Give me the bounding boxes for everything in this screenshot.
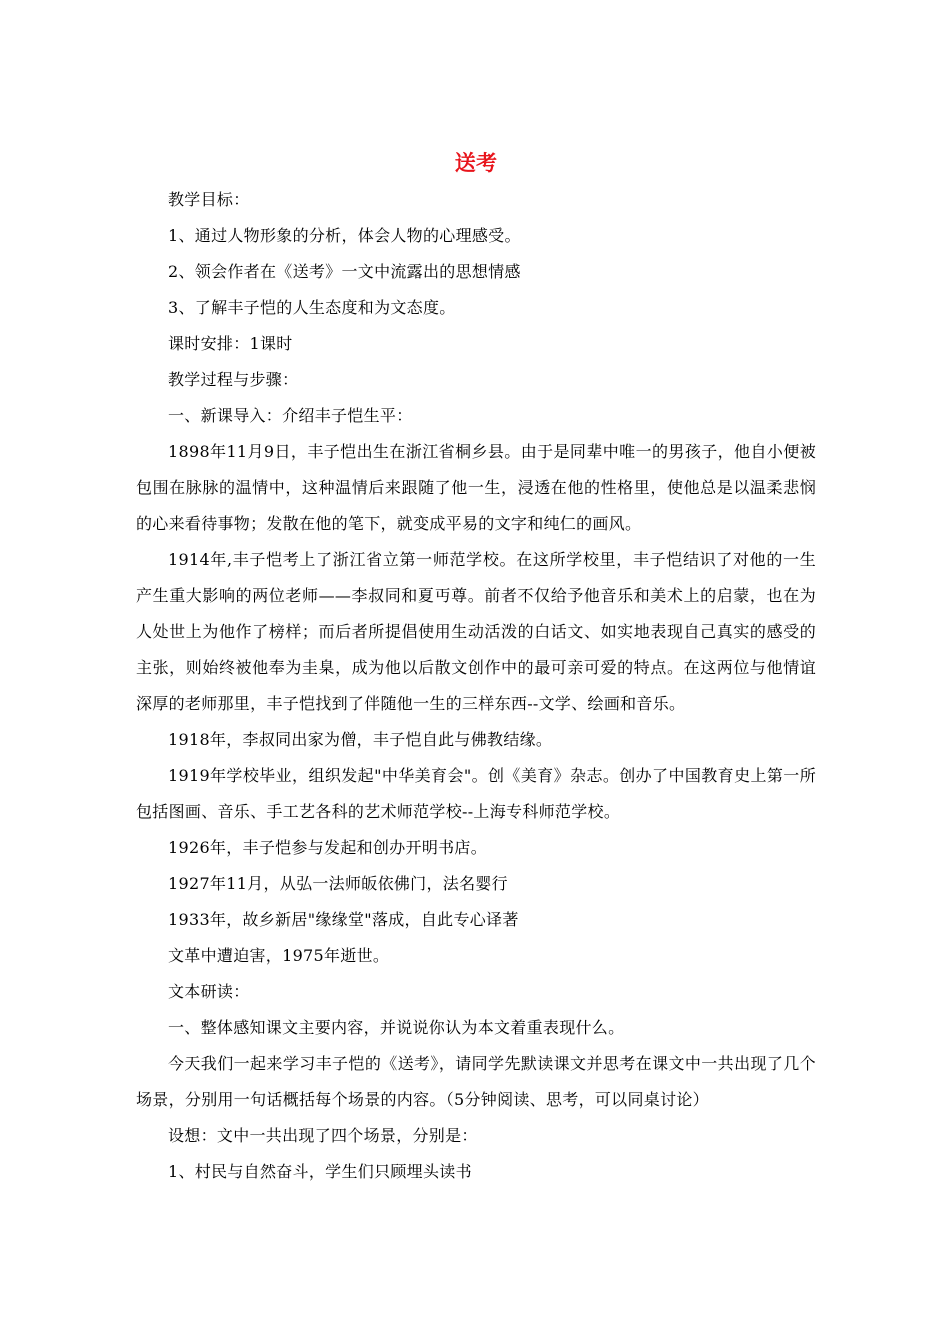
biography-paragraph-1898: 1898年11月9日，丰子恺出生在浙江省桐乡县。由于是同辈中唯一的男孩子，他自小便被包围在脉脉的温情中，这种温情后来跟随了他一生，浸透在他的性格里，使他总是以温柔悲悯的心来看待事物；发散在他的笔下，就变成平易的文字和纯仁的画风。	[136, 442, 816, 533]
document-title: 送考	[454, 151, 498, 175]
document-body	[136, 148, 816, 1190]
scene-item-1: 1、村民与自然奋斗，学生们只顾埋头读书	[168, 1162, 472, 1181]
section-heading-text-study: 文本研读：	[168, 982, 250, 1001]
schedule-line: 课时安排：1课时	[168, 334, 293, 353]
biography-paragraph-1919: 1919年学校毕业，组织发起"中华美育会"。创《美育》杂志。创办了中国教育史上第一所包括图画、音乐、手工艺各科的艺术师范学校--上海专科师范学校。	[136, 766, 816, 821]
reading-instruction-paragraph: 今天我们一起来学习丰子恺的《送考》，请同学先默读课文并思考在课文中一共出现了几个场景，分别用一句话概括每个场景的内容。（5分钟阅读、思考，可以同桌讨论）	[136, 1054, 816, 1109]
section-heading-objectives: 教学目标：	[168, 190, 250, 209]
biography-paragraph-1914: 1914年,丰子恺考上了浙江省立第一师范学校。在这所学校里，丰子恺结识了对他的一生产生重大影响的两位老师——李叔同和夏丏尊。前者不仅给予他音乐和美术上的启蒙，也在为人处世上为他作了榜样；而后者所提倡使用生动活泼的白话文、如实地表现自己真实的感受的主张，则始终被他奉为圭臬，成为他以后散文创作中的最可亲可爱的特点。在这两位与他情谊深厚的老师那里，丰子恺找到了伴随他一生的三样东西--文学、绘画和音乐。	[136, 550, 816, 713]
biography-line-1975: 文革中遭迫害，1975年逝世。	[168, 946, 390, 965]
question-overall: 一、整体感知课文主要内容，并说说你认为本文着重表现什么。	[168, 1018, 625, 1037]
biography-line-1933: 1933年，故乡新居"缘缘堂"落成，自此专心译著	[168, 910, 519, 929]
biography-line-1918: 1918年，李叔同出家为僧，丰子恺自此与佛教结缘。	[168, 730, 553, 749]
objective-item-1: 1、通过人物形象的分析，体会人物的心理感受。	[168, 226, 521, 245]
biography-line-1927: 1927年11月，从弘一法师皈依佛门，法名婴行	[168, 874, 508, 893]
biography-line-1926: 1926年，丰子恺参与发起和创办开明书店。	[168, 838, 488, 857]
answer-intro-line: 设想：文中一共出现了四个场景，分别是：	[168, 1126, 478, 1145]
section-heading-process: 教学过程与步骤：	[168, 370, 299, 389]
objective-item-2: 2、领会作者在《送考》一文中流露出的思想情感	[168, 262, 521, 281]
objective-item-3: 3、了解丰子恺的人生态度和为文态度。	[168, 298, 456, 317]
section-heading-intro: 一、新课导入：介绍丰子恺生平：	[168, 406, 413, 425]
